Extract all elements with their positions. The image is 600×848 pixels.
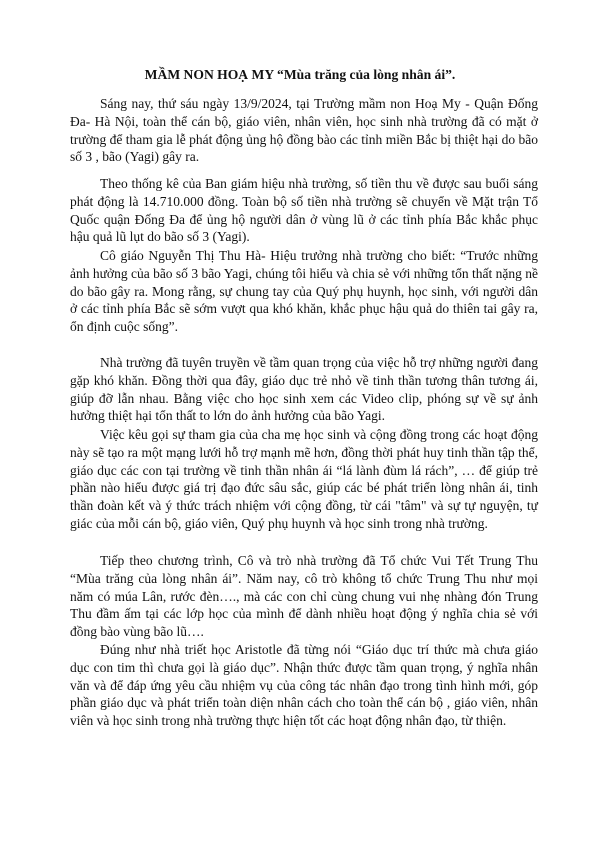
paragraph-principal: Cô giáo Nguyễn Thị Thu Hà- Hiệu trưởng nhà trường cho biết: “Trước những ảnh hưởng của bão số 3 bão Yagi, chúng tôi hiểu và chia sẻ với những tổn thất nặng nề do bão gây ra. Mong rằng, sự chung tay của Quý phụ huynh, học sinh, với người dân ở các tỉnh phía Bắc sẽ sớm vượt qua khó khăn, khắc phục hậu quả do thiên tai gây ra, ổn định cuộc sống”. (70, 248, 538, 335)
document-title: MẦM NON HOẠ MY “Mùa trăng của lòng nhân ái”. (144, 67, 456, 82)
paragraph-community: Việc kêu gọi sự tham gia của cha mẹ học sinh và cộng đồng trong các hoạt động này sẽ tạo ra một mạng lưới hỗ trợ mạnh mẽ hơn, đồng thời phát huy tinh thần tập thể, giáo dục các con tại trường về tinh thần nhân ái “lá lành đùm lá rách”, … để giúp trẻ phần nào hiểu được giá trị đạo đức sâu sắc, giúp các bé phát triển lòng nhân ái, tinh thần đoàn kết và ý thức trách nhiệm với cộng đồng, từ cái "tâm" và sự tự nguyện, tự giác của mỗi cán bộ, giáo viên, Quý phụ huynh và học sinh trong nhà trường. (70, 427, 538, 531)
paragraph-education: Nhà trường đã tuyên truyền về tầm quan trọng của việc hỗ trợ những người đang gặp khó khăn. Đồng thời qua đây, giáo dục trẻ nhỏ về tinh thần tương thân tương ái, giúp đỡ lẫn nhau. Bằng việc cho học sinh xem các Video clip, phóng sự về sự ảnh hưởng thiệt hại tổn thất to lớn do ảnh hưởng của bão Yagi. (70, 355, 538, 424)
paragraph-donation: Theo thống kê của Ban giám hiệu nhà trường, số tiền thu về được sau buổi sáng phát động là 14.710.000 đồng. Toàn bộ số tiền nhà trường sẽ chuyển về Mặt trận Tổ Quốc quận Đống Đa để ủng hộ người dân ở vùng lũ ở các tỉnh phía Bắc khắc phục hậu quả lũ lụt do bão số 3 (Yagi). (70, 176, 538, 245)
paragraph-mid-autumn: Tiếp theo chương trình, Cô và trò nhà trường đã Tổ chức Vui Tết Trung Thu “Mùa trăng của lòng nhân ái”. Năm nay, cô trò không tổ chức Trung Thu như mọi năm có múa Lân, rước đèn…., mà các con chỉ cùng chung vui nhẹ nhàng đón Trung Thu đầm ấm tại các lớp học của mình để dành nhiều hoạt động ý nghĩa chia sẻ với đồng bào vùng bão lũ…. (70, 553, 538, 640)
paragraph-conclusion: Đúng như nhà triết học Aristotle đã từng nói “Giáo dục trí thức mà chưa giáo dục con tim thì chưa gọi là giáo dục”. Nhận thức được tầm quan trọng, ý nghĩa nhân văn và để đáp ứng yêu cầu nhiệm vụ của công tác nhân đạo trong tình hình mới, góp phần giáo dục và phát triển toàn diện nhân cách cho toàn thể cán bộ , giáo viên, nhân viên và học sinh trong nhà trường thực hiện tốt các hoạt động nhân đạo, từ thiện. (70, 642, 538, 729)
paragraph-intro: Sáng nay, thứ sáu ngày 13/9/2024, tại Trường mầm non Hoạ My - Quận Đống Đa- Hà Nội, toàn thể cán bộ, giáo viên, nhân viên, học sinh nhà trường đã có mặt ở trường để tham gia lễ phát động ủng hộ đồng bào các tỉnh miền Bắc bị thiệt hại do bão số 3 , bão (Yagi) gây ra. (70, 96, 538, 165)
